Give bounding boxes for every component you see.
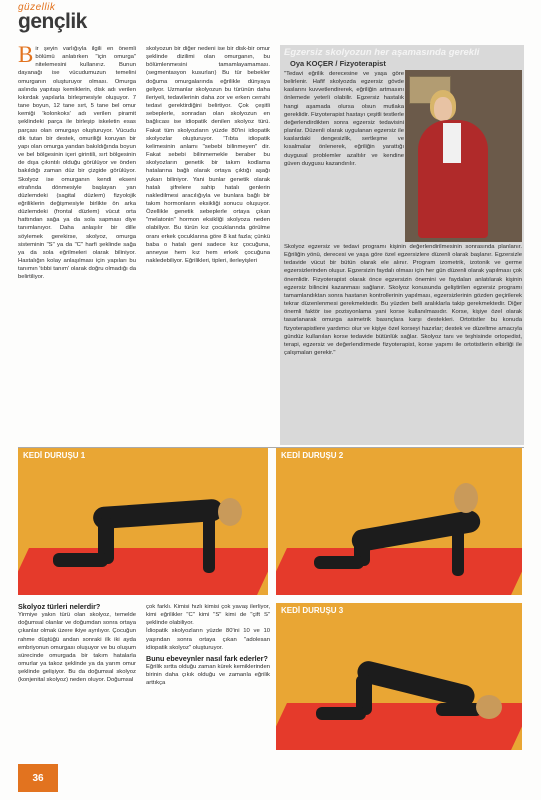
figure-torso xyxy=(355,659,477,709)
portrait-face xyxy=(434,97,452,121)
figure-shin xyxy=(53,553,108,567)
article-column-1 xyxy=(18,45,136,440)
cat-pose-panel-1 xyxy=(18,448,268,595)
sidebar-quote-start: "Tedavi eğrilik derecesine ve yaşa göre belirlenir. Hafif skolyozda egzersiz gövde kaslarını kuvvetlendirerek, eğriliğin artmasını önlemede yeterli olabilir. Egzersiz hastalık hangi aşamada olursa olsun mutlaka gereklidir. Fizyoterapist hastayı çeşitli testlerle değerlendirdikten sonra egzersiz tedavisini planlar. Düzenli olarak uygulanan egzersiz ile kaslardaki dengesizlik, sertleşme ve kısalmalar önlenerek, eğriliğin yarattığı duygusal problemler azaltılır ve kendine güven duygusu kazandırılır. xyxy=(284,71,404,167)
figure-head xyxy=(218,498,242,526)
cat-pose-label-1: KEDİ DURUŞU 1 xyxy=(23,451,86,460)
figure-shin xyxy=(316,707,366,720)
section-title: gençlik xyxy=(18,10,87,33)
figure-head xyxy=(454,483,478,513)
figure-shin xyxy=(314,556,364,569)
bottom-column-2 xyxy=(146,603,270,753)
cat-pose-panel-2 xyxy=(276,448,522,595)
bottom-column-1 xyxy=(18,603,136,753)
figure-arm xyxy=(203,513,215,573)
column-2-text: skolyozun bir diğer nedeni ise bir disk-bir omur şeklinde dizilimi olan omurganın, bu bölümlenmesini tamamlayamaması. (segmentasyon kusurları) Bu tür bebekler doğuma omurgalarında eğrilikle dünyaya geliyor. Uzmanlar skolyozun bu türünün daha ileriyeli, tedavilerinin daha zor ve erken cerrahi tedavi gerektirdiğini belirtiyor. Çok çeşitli sebeplerle, sonradan olan skolyozun en bağlıcası ise idiopatik denilen skolyoz türü. Fakat tüm skolyozların yüzde 80'ini idiopatik skolyozlar oluşturuyor. 'Tıbta idiopatik kelimesinin anlamı "sebebi bilinmeyen" dir. Fakat sebebi bilinmemekle beraber bu skolyozların genetik bir takım kodlama hatalarına bağlı olarak ortaya çıktığı aşağı yukarı biliniyor. Yani bunlar genetik olarak hatalı şifrelere sahip hatalı genlerin nakledilmesi aracılığıyla ve bunlara bağlı bir takım hormonların eksikliği sonucu oluşuyor. Özellikle genetik sebeplerle ortaya çıkan "melatonin" hormon eksikliği skolyoza neden olabiliyor. Bu türün kız çocuklarında görülme oranı erkek çocuklarına göre 8 kat fazla; çünkü baba o hatalı geni sadece kız çocuğuna, anneyse hem kız hem erkek çocuğuna nakledebiliyor. Eğrilikleri, tipleri, ilerleyişleri xyxy=(146,46,270,265)
section-kicker: güzellik xyxy=(18,2,56,13)
exercise-mat xyxy=(276,548,522,595)
cat-pose-label-2: KEDİ DURUŞU 2 xyxy=(281,451,344,460)
subheading-parents: Bunu ebeveynler nasıl fark ederler? xyxy=(146,653,268,663)
drop-cap: B xyxy=(18,45,34,67)
page-number: 36 xyxy=(18,764,58,792)
sidebar-text-bottom xyxy=(284,243,522,443)
bottom-column-2-text-mid: İdiopatik skolyozların yüzde 80'ini 10 ve 10 yaşından sonra ortaya çıkan "adolesan idiopatik skolyoz" oluşturuyor. xyxy=(146,628,270,651)
sidebar-quote-rest: Skolyoz egzersiz ve tedavi programı kişinin değerlendirilmesinin sonrasında planlanır. Eğriliğin yönü, derecesi ve yaşa göre özel egzersizlere düzenli olarak başlanır. Egzersizle tedavide vücut bir bütün olarak ele alınır. Program izometrik, izotonik ve germe egzersizlerinden oluşur. Egzersizin faydalı olması için her gün düzenli olarak yapılması çok önemlidir. Fizyoterapist olarak önce egzersizin önemini ve faydaları anlatılarak kişinin egzersiz bilincini kazanması sağlanır. Skolyoz konusunda geliştirilen egzersiz programı tamamlandıktan sonra hastanın kontrollerinin yapılması, egzersizlerinin gözden geçirilerek tekrar düzenlenmesi gerekmektedir. Bu yüzden belli aralıklarla takip gerekmektedir. Diğer önemli faktör ise pozisyonlama yani korse kullanılmasıdır. Korse, kişiye özel olarak tasarlanarak omurga asimetrik basınçlara karşı destekleri. Ortotistler bu konuda fizyoterapistlere yardımcı olur ve kişiye özel korseyi hazırlar; destek ve düzeltme amacıyla gündüz kullanılan korse tedavide bütünlük sağlar. Skolyoz tanı ve teşhisinde ortopedist, terapi, egzersiz ve değerlendirmede fizyoterapist, korse yapımı ile ortotistlerin elbirliği ile çalışmaları gerekir." xyxy=(284,244,522,357)
portrait-shirt xyxy=(443,123,461,163)
cat-pose-panel-3 xyxy=(276,603,522,750)
sidebar-title: Egzersiz skolyozun her aşamasında gerekli xyxy=(284,47,480,58)
subheading-skolyoz-types: Skolyoz türleri nelerdir? xyxy=(18,603,101,611)
figure-head xyxy=(476,695,502,719)
bottom-column-2-text-bottom: Eğrilik sırtta olduğu zaman kürek kemiklerinden birinin daha çıkık olduğu ve zamanla eğrilik arttıkça xyxy=(146,664,270,687)
article-column-2 xyxy=(146,45,270,445)
bottom-column-2-text-top: çok farklı. Kimisi hızlı kimisi çok yavaş ilerliyor, kimi eğrilikler "C" kimi "S" kimi de "çift S" şeklinde olabiliyor. xyxy=(146,604,270,627)
sidebar-text-top xyxy=(284,70,404,240)
bottom-column-1-text: Yirmiye yakın türü olan skolyoz, temelde doğumsal olanlar ve doğumdan sonra ortaya çıkanlar olmak üzere ikiye ayrılıyor. Çocuğun rahme düştüğü andan sonraki ilk iki ayda embriyonun omurgası oluşuyor ve bu oluşum sürecinde omurgada bir takım hatalarla omurlar ya takoz şeklinde ya da yarım omur şeklinde gelişiyor. Bu da doğumsal skolyoz (konjenital skolyoz) neden oluyor. Doğumsal xyxy=(18,612,136,684)
cat-pose-label-3: KEDİ DURUŞU 3 xyxy=(281,606,344,615)
sidebar-author: Oya KOÇER / Fizyoterapist xyxy=(290,59,386,68)
figure-arm xyxy=(452,518,464,576)
column-1-text: ir şeyin varlığıyla ilgili en önemli bölümü anlatırken "için omurga" nitelemesini kullanırız. Bunun dayanağı ise vücudumuzun temelini omurganın oluşturuyor olması. Omurga aslında yapıtaşı kemiklerin, disk adı verilen kıkırdak yapılarla birleşmesiyle oluşuyor. 7 tane boyun, 12 tane sırt, 5 tane bel omur kemiği 'kolonkoks' adı verilen piramit şeklindeki parça ile birleşip iskeletin esas parçası olan omurgayı oluşturuyor. Vücudu dik tutan bir destek, omuriliği koruyan bir yapı olan omurga yandan bakıldığında boyun ve bel bölgesinin içeri girintili, sırt bölgesinin de dışa çıkıntılı olduğu görülüyor ve önden bakıldığı zaman düz bir çizgide görülüyor. Skolyoz ise omurganın kendi ekseni etrafında dönmesiyle başlayan yan düzlemdeki (sagital düzlem) fizyolojik eğriliklerin değişmesiyle birlikte ön arka düzlemdeki (frontal düzlem) vücut orta hattından sağa ya da sola sapması diye tanımlanıyor. Daha anlaşılır bir dille söylemek gerekirse, skolyoz, omurga sisteminin "S" ya da "C" harfi şeklinde sağa ya da sola eğrilmeleri olarak biliniyor. Hastalığın kolay anlaşılması için yapıları bu tanımın 'tıbbi tanım' olarak doğru olmadığı da belirtiliyor. xyxy=(18,46,136,281)
